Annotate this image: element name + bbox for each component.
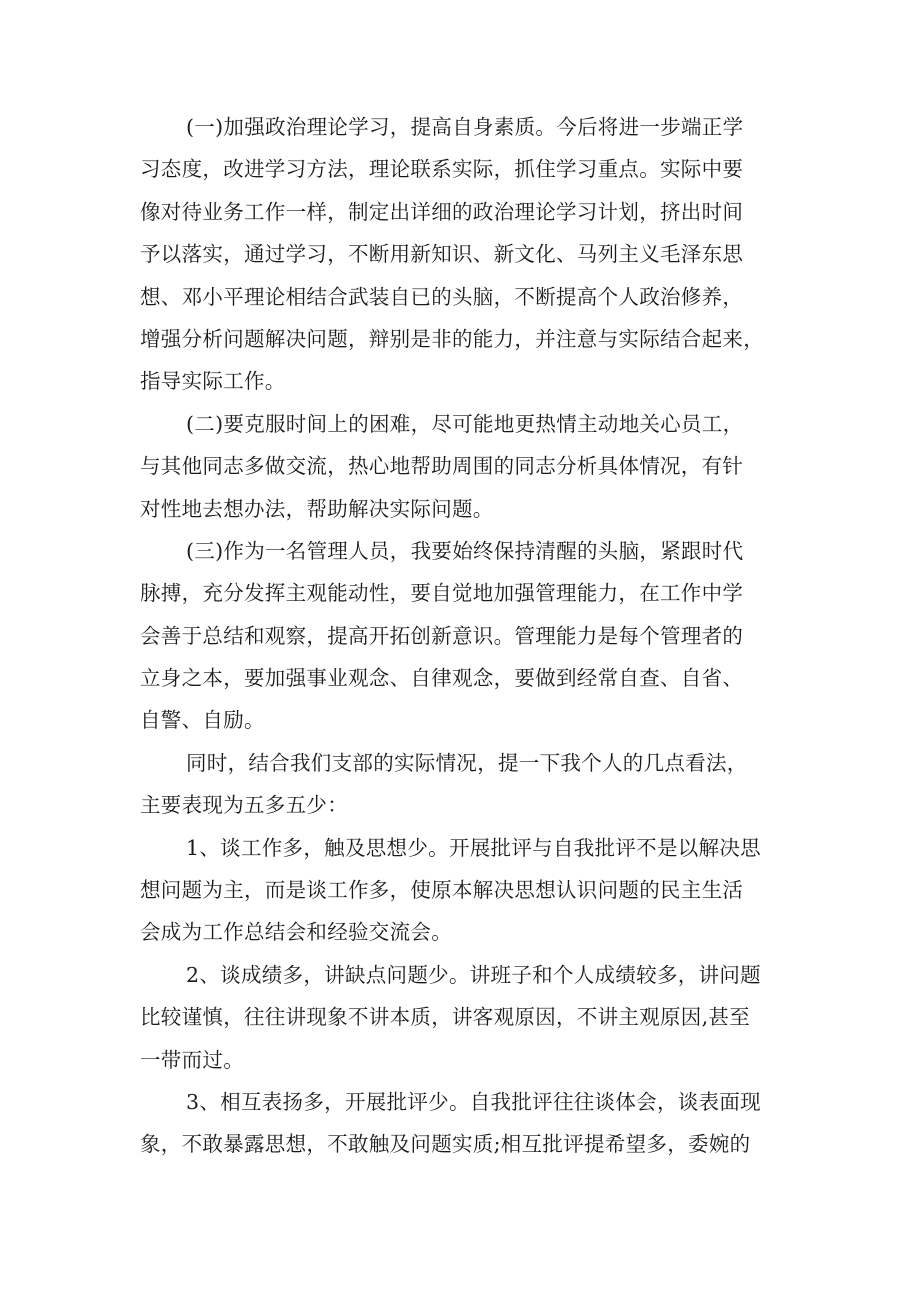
text-line: 自警、自励。 bbox=[140, 708, 265, 733]
text-line: 会善于总结和观察，提高开拓创新意识。管理能力是每个管理者的 bbox=[140, 623, 744, 648]
text-line: 指导实际工作。 bbox=[140, 369, 286, 394]
text-line: 会成为工作总结会和经验交流会。 bbox=[140, 920, 452, 945]
text-line: 像对待业务工作一样，制定出详细的政治理论学习计划，挤出时间 bbox=[140, 199, 744, 224]
text-line: 习态度，改进学习方法，理论联系实际，抓住学习重点。实际中要 bbox=[140, 157, 744, 182]
text-line: 予以落实，通过学习，不断用新知识、新文化、马列主义毛泽东思 bbox=[140, 242, 744, 267]
text-line: 增强分析问题解决问题，辩别是非的能力，并注意与实际结合起来， bbox=[140, 326, 764, 351]
text-line: 3、相互表扬多，开展批评少。自我批评往往谈体会，谈表面现 bbox=[186, 1089, 761, 1114]
text-line: 想、邓小平理论相结合武装自已的头脑，不断提高个人政治修养， bbox=[140, 284, 744, 309]
text-line: (二)要克服时间上的困难，尽可能地更热情主动地关心员工， bbox=[186, 411, 744, 436]
text-line: 象，不敢暴露思想，不敢触及问题实质;相互批评提希望多，委婉的 bbox=[140, 1132, 751, 1157]
text-line: 比较谨慎，往往讲现象不讲本质，讲客观原因，不讲主观原因,甚至 bbox=[140, 1005, 751, 1030]
text-line: (三)作为一名管理人员，我要始终保持清醒的头脑，紧跟时代 bbox=[186, 538, 744, 563]
text-line: 2、谈成绩多，讲缺点问题少。讲班子和个人成绩较多，讲问题 bbox=[186, 962, 761, 987]
text-line: 与其他同志多做交流，热心地帮助周围的同志分析具体情况，有针 bbox=[140, 454, 744, 479]
text-line: 对性地去想办法，帮助解决实际问题。 bbox=[140, 496, 494, 521]
document-body bbox=[140, 106, 800, 1166]
text-line: 立身之本，要加强事业观念、自律观念，要做到经常自查、自省、 bbox=[140, 666, 744, 691]
text-line: 想问题为主，而是谈工作多，使原本解决思想认识问题的民主生活 bbox=[140, 878, 744, 903]
text-line: 同时，结合我们支部的实际情况，提一下我个人的几点看法， bbox=[186, 750, 748, 775]
text-line: 1、谈工作多，触及思想少。开展批评与自我批评不是以解决思 bbox=[186, 835, 761, 860]
text-line: 脉搏，充分发挥主观能动性，要自觉地加强管理能力，在工作中学 bbox=[140, 581, 744, 606]
text-line: 主要表现为五多五少： bbox=[140, 793, 348, 818]
text-line: 一带而过。 bbox=[140, 1047, 244, 1072]
text-line: (一)加强政治理论学习，提高自身素质。今后将进一步端正学 bbox=[186, 115, 744, 139]
